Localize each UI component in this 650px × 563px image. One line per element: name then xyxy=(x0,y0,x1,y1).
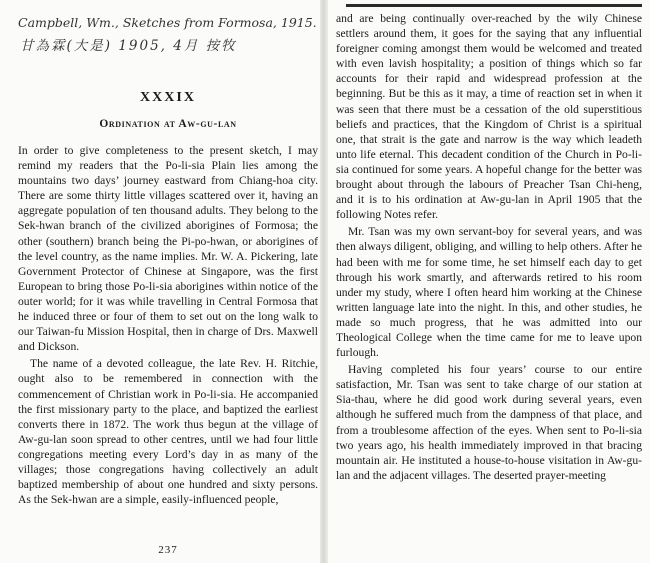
chapter-number: XXXIX xyxy=(140,90,196,105)
paragraph: and are being continually over-reached by the wily Chinese settlers around them, it goes for the saying that any influential foreigner coming amongst them would be welcomed and treated with even lavish hospitality; a position of things which so far accounts for their rapid and widespread profession at the beginning. But be this as it may, a time of reaction set in when it was seen that there must be a cessation of the old superstitious beliefs and practices, that the Kingdom of Christ is a spiritual one, that strait is the gate and narrow is the way which leadeth unto life eternal. This decadent condition of the Church in Po-li-sia continued for some years. A hopeful change for the better was brought about through the labours of Preacher Tsan Chi-heng, and it is to his ordination at Aw-gu-lan in April 1905 that the following Notes refer. xyxy=(336,12,642,222)
right-page-body xyxy=(336,11,642,483)
paragraph: In order to give completeness to the present sketch, I may remind my readers that the Po-li-sia Plain lies among the mountains two days’ journey eastward from Chiang-hoa city. There are some thirty little villages scattered over it, having an aggregate population of ten thousand adults. They belong to the Sek-hwan branch of the civilized aborigines of Formosa; the other (southern) branch being the Pi-po-hwan, or aborigines of the level country, as the name implies. Mr. W. A. Pickering, late Government Protector of Chinese at Singapore, was the first European to bring those Po-li-sia aborigines within notice of the outer world; for it was while travelling in Central Formosa that he induced three or four of them to set out on the long walk to our Taiwan-fu Mission Hospital, then in charge of Drs. Maxwell and Dickson. xyxy=(18,144,318,354)
handwritten-citation: Campbell, Wm., Sketches from Formosa, 1915. xyxy=(18,15,317,30)
chapter-title: Ordination at Aw-gu-lan xyxy=(99,118,237,130)
left-page-body xyxy=(18,143,318,507)
paragraph: The name of a devoted colleague, the late Rev. H. Ritchie, ought also to be remembered in connection with the commencement of Christian work in Po-li-sia. He accompanied the first missionary party to the place, and baptized the earliest converts there in 1872. The work thus begun at the village of Aw-gu-lan soon spread to other centres, until we had four little congregations meeting every Lord’s day in as many of the villages; those congregations having collectively an adult baptized membership of about one hundred and sixty persons. As the Sek-hwan are a simple, easily-influenced people, xyxy=(18,357,318,507)
page-number: 237 xyxy=(158,544,178,556)
paragraph: Mr. Tsan was my own servant-boy for several years, and was then always diligent, obliging, and willing to help others. After he had been with me for some time, he set himself each day to get through his work smartly, and afterwards retired to his room under my study, where I often heard him working at the Chinese written language late into the night. In this, and other studies, he made so much progress, that he was admitted into our Theological College when the time came for me to leave upon furlough. xyxy=(336,225,642,360)
paragraph: Having completed his four years’ course to our entire satisfaction, Mr. Tsan was sent to take charge of our station at Sia-thau, where he did good work during several years, even although he suffered much from the dampness of that place, and from a troublesome affection of the eyes. When sent to Po-li-sia two years ago, his health immediately improved in that bracing mountain air. He instituted a house-to-house visitation in Aw-gu-lan and the adjacent villages. The deserted prayer-meeting xyxy=(336,363,642,482)
handwritten-chinese-note: 甘為霖(大是) 1905, 4月 按牧 xyxy=(20,38,237,54)
